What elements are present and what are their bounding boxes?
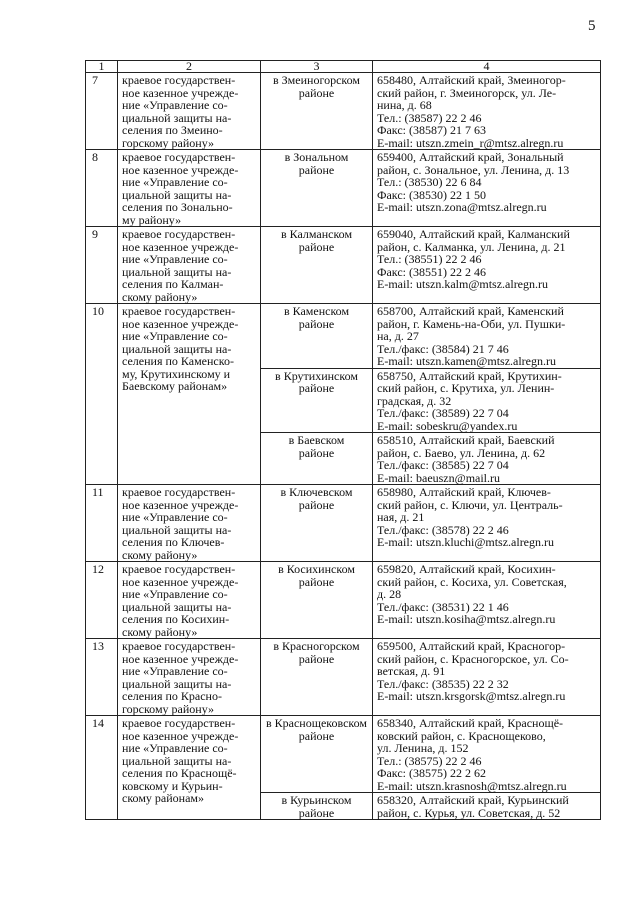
address-contacts: [373, 562, 601, 639]
address-contacts-line: 658980, Алтайский край, Ключев-: [377, 485, 551, 499]
institution-name-line: краевое государствен-: [122, 73, 236, 87]
address-contacts-line: Тел./факс: (38589) 22 7 04: [377, 406, 509, 420]
table-row: [86, 716, 601, 793]
district-name-line: в Змеиногорском: [273, 73, 360, 87]
institution-name-line: циальной защиты на-: [122, 110, 232, 125]
header-cell: 3: [261, 61, 373, 73]
address-contacts-line: Тел./факс: (38535) 22 2 32: [377, 676, 509, 691]
institutions-table: [85, 60, 601, 820]
address-contacts-line: E-mail: utszn.krsgorsk@mtsz.alregn.ru: [377, 689, 566, 703]
address-contacts-line: ветская, д. 91: [377, 664, 446, 678]
institution-name: [118, 73, 261, 150]
address-contacts-line: 659500, Алтайский край, Красногор-: [377, 639, 566, 653]
header-cell: 2: [118, 61, 261, 73]
institution-name-line: циальной защиты на-: [122, 264, 232, 279]
address-contacts-line: район, с. Зональное, ул. Ленина, д. 13: [377, 162, 570, 177]
table-row: [86, 73, 601, 150]
district-name: [261, 304, 373, 369]
institution-name-line: ние «Управление со-: [122, 252, 228, 266]
institution-name-line: селения по Калман-: [122, 277, 224, 291]
table-row: [86, 150, 601, 227]
institution-name-line: ное казенное учрежде-: [122, 574, 239, 589]
address-contacts-line: 658510, Алтайский край, Баевский: [377, 433, 555, 447]
institution-name: [118, 639, 261, 716]
district-name: [261, 485, 373, 562]
institution-name-line: ние «Управление со-: [122, 664, 228, 678]
address-contacts: [373, 485, 601, 562]
district-name: [261, 639, 373, 716]
district-name-line: районе: [298, 85, 335, 100]
institution-name-line: селения по Змеино-: [122, 123, 223, 137]
district-name-line: районе: [298, 497, 335, 512]
institution-name-line: му району»: [122, 212, 182, 227]
address-contacts-line: E-mail: utszn.zmein_r@mtsz.alregn.ru: [377, 135, 564, 150]
institution-name: [118, 150, 261, 227]
page-number: 5: [588, 18, 596, 34]
institution-name-line: селения по Косихин-: [122, 612, 230, 626]
institution-name: [118, 716, 261, 820]
address-contacts-line: на, д. 27: [377, 329, 419, 343]
institution-name-line: Баевскому районам»: [122, 379, 228, 393]
district-name-line: в Калманском: [280, 227, 353, 241]
institution-name: [118, 485, 261, 562]
table-row: [86, 485, 601, 562]
district-name-line: районе: [298, 651, 335, 666]
district-name-line: районе: [298, 381, 335, 395]
institution-name-line: ние «Управление со-: [122, 741, 228, 755]
address-contacts-line: Тел.: (38587) 22 2 46: [377, 110, 482, 125]
district-name: [261, 73, 373, 150]
address-contacts-line: ский район, с. Красногорское, ул. Со-: [377, 651, 569, 666]
institution-name-line: скому району»: [122, 289, 198, 304]
district-name: [261, 150, 373, 227]
address-contacts-line: E-mail: sobeskru@yandex.ru: [377, 418, 518, 433]
institution-name-line: ное казенное учрежде-: [122, 728, 239, 743]
address-contacts-line: Факс: (38575) 22 2 62: [377, 766, 486, 780]
header-cell: 4: [373, 61, 601, 73]
district-name-line: в Баевском: [288, 433, 345, 447]
district-name: [261, 433, 373, 485]
address-contacts-line: E-mail: utszn.kamen@mtsz.alregn.ru: [377, 354, 556, 368]
institution-name-line: циальной защиты на-: [122, 753, 232, 768]
institution-name: [118, 304, 261, 485]
institution-name-line: краевое государствен-: [122, 304, 236, 318]
address-contacts: [373, 716, 601, 793]
address-contacts-line: нина, д. 68: [377, 98, 432, 112]
address-contacts: [373, 793, 601, 820]
address-contacts-line: ная, д. 21: [377, 510, 425, 524]
address-contacts: [373, 304, 601, 369]
address-contacts-line: 658750, Алтайский край, Крутихин-: [377, 368, 562, 383]
address-contacts-line: 658340, Алтайский край, Краснощё-: [377, 716, 564, 730]
address-contacts-line: ский район, с. Ключи, ул. Централь-: [377, 497, 563, 512]
institution-name-line: ное казенное учрежде-: [122, 497, 239, 512]
address-contacts-line: градская, д. 32: [377, 393, 452, 408]
district-name-line: в Ключевском: [280, 485, 353, 499]
address-contacts-line: ковский район, с. Краснощеково,: [377, 728, 546, 743]
institution-name: [118, 227, 261, 304]
institution-name-line: краевое государствен-: [122, 562, 236, 576]
institution-name-line: селения по Краснощё-: [122, 766, 237, 780]
district-name-line: в Курьинском: [281, 793, 352, 807]
row-number: 12: [86, 562, 118, 639]
institution-name-line: ное казенное учрежде-: [122, 651, 239, 666]
district-name-line: районе: [298, 728, 335, 743]
district-name: [261, 716, 373, 793]
institution-name-line: му, Крутихинскому и: [122, 366, 231, 381]
address-contacts-line: район, с. Курья, ул. Советская, д. 52: [377, 805, 561, 820]
address-contacts-line: Тел./факс: (38584) 21 7 46: [377, 341, 509, 356]
address-contacts-line: ул. Ленина, д. 152: [377, 741, 469, 755]
institution-name-line: циальной защиты на-: [122, 599, 232, 614]
table-header-row: [86, 61, 601, 73]
institution-name-line: селения по Зонально-: [122, 200, 233, 214]
district-name-line: в Красногорском: [273, 639, 360, 653]
address-contacts-line: Факс: (38587) 21 7 63: [377, 123, 486, 137]
address-contacts-line: ский район, г. Змеиногорск, ул. Ле-: [377, 85, 557, 100]
row-number: 9: [86, 227, 118, 304]
address-contacts-line: 658700, Алтайский край, Каменский: [377, 304, 564, 318]
institution-name-line: ние «Управление со-: [122, 587, 228, 601]
address-contacts-line: Тел./факс: (38585) 22 7 04: [377, 458, 509, 472]
district-name-line: в Каменском: [283, 304, 350, 318]
address-contacts-line: E-mail: utszn.kluchi@mtsz.alregn.ru: [377, 535, 555, 549]
address-contacts-line: Тел./факс: (38531) 22 1 46: [377, 599, 509, 614]
institution-name-line: циальной защиты на-: [122, 187, 232, 202]
address-contacts-line: 659400, Алтайский край, Зональный: [377, 150, 564, 164]
address-contacts-line: Тел.: (38551) 22 2 46: [377, 252, 482, 266]
institution-name-line: ное казенное учрежде-: [122, 85, 239, 100]
district-name: [261, 793, 373, 820]
address-contacts-line: 659040, Алтайский край, Калманский: [377, 227, 570, 241]
header-cell: 1: [86, 61, 118, 73]
row-number: 13: [86, 639, 118, 716]
district-name-line: районе: [298, 239, 335, 254]
institution-name-line: скому району»: [122, 547, 198, 562]
address-contacts: [373, 433, 601, 485]
table-row: [86, 562, 601, 639]
institution-name-line: краевое государствен-: [122, 150, 236, 164]
institution-name-line: ное казенное учрежде-: [122, 239, 239, 254]
district-name-line: в Косихинском: [278, 562, 355, 576]
institution-name-line: циальной защиты на-: [122, 676, 232, 691]
institution-name: [118, 562, 261, 639]
address-contacts-line: Тел.: (38530) 22 6 84: [377, 175, 482, 189]
institution-name-line: ние «Управление со-: [122, 510, 228, 524]
district-name-line: районе: [298, 316, 335, 331]
institution-name-line: циальной защиты на-: [122, 522, 232, 537]
address-contacts-line: E-mail: utszn.kosiha@mtsz.alregn.ru: [377, 612, 556, 626]
row-number: 14: [86, 716, 118, 820]
address-contacts-line: ский район, с. Косиха, ул. Советская,: [377, 574, 567, 589]
address-contacts: [373, 73, 601, 150]
table-row: [86, 639, 601, 716]
institution-name-line: скому районам»: [122, 791, 205, 805]
address-contacts: [373, 227, 601, 304]
institution-name-line: селения по Каменско-: [122, 354, 234, 368]
district-name-line: районе: [298, 805, 335, 820]
row-number: 7: [86, 73, 118, 150]
row-number: 11: [86, 485, 118, 562]
institution-name-line: селения по Ключев-: [122, 535, 225, 549]
address-contacts-line: район, с. Калманка, ул. Ленина, д. 21: [377, 239, 566, 254]
address-contacts-line: 658480, Алтайский край, Змеиногор-: [377, 73, 566, 87]
address-contacts-line: E-mail: utszn.kalm@mtsz.alregn.ru: [377, 277, 549, 291]
institution-name-line: краевое государствен-: [122, 716, 236, 730]
district-name-line: в Крутихинском: [275, 368, 358, 383]
address-contacts: [373, 150, 601, 227]
address-contacts-line: Факс: (38530) 22 1 50: [377, 187, 486, 202]
address-contacts-line: район, с. Баево, ул. Ленина, д. 62: [377, 445, 546, 460]
address-contacts-line: E-mail: utszn.zona@mtsz.alregn.ru: [377, 200, 547, 214]
institution-name-line: ное казенное учрежде-: [122, 162, 239, 177]
table-row: [86, 227, 601, 304]
district-name: [261, 368, 373, 433]
address-contacts-line: район, г. Камень-на-Оби, ул. Пушки-: [377, 316, 566, 331]
institution-name-line: ние «Управление со-: [122, 329, 228, 343]
address-contacts-line: E-mail: baeuszn@mail.ru: [377, 470, 501, 485]
institution-name-line: ковскому и Курьин-: [122, 778, 223, 793]
institution-name-line: скому району»: [122, 624, 198, 639]
institution-name-line: краевое государствен-: [122, 227, 236, 241]
district-name-line: в Краснощековском: [265, 716, 368, 730]
district-name-line: районе: [298, 162, 335, 177]
district-name-line: в Зональном: [284, 150, 349, 164]
district-name-line: районе: [298, 445, 335, 460]
institution-name-line: горскому району»: [122, 701, 215, 716]
address-contacts-line: Тел.: (38575) 22 2 46: [377, 753, 482, 768]
institution-name-line: ное казенное учрежде-: [122, 316, 239, 331]
address-contacts-line: ский район, с. Крутиха, ул. Ленин-: [377, 381, 555, 395]
row-number: 10: [86, 304, 118, 485]
institution-name-line: ние «Управление со-: [122, 175, 228, 189]
address-contacts: [373, 639, 601, 716]
address-contacts-line: 659820, Алтайский край, Косихин-: [377, 562, 556, 576]
address-contacts-line: д. 28: [377, 587, 402, 601]
district-name-line: районе: [298, 574, 335, 589]
address-contacts: [373, 368, 601, 433]
institution-name-line: селения по Красно-: [122, 689, 222, 703]
address-contacts-line: Факс: (38551) 22 2 46: [377, 264, 486, 279]
row-number: 8: [86, 150, 118, 227]
district-name: [261, 227, 373, 304]
institution-name-line: ние «Управление со-: [122, 98, 228, 112]
institution-name-line: краевое государствен-: [122, 485, 236, 499]
institution-name-line: циальной защиты на-: [122, 341, 232, 356]
address-contacts-line: 658320, Алтайский край, Курьинский: [377, 793, 569, 807]
address-contacts-line: Тел./факс: (38578) 22 2 46: [377, 522, 509, 537]
address-contacts-line: E-mail: utszn.krasnosh@mtsz.alregn.ru: [377, 778, 567, 793]
institution-name-line: горскому району»: [122, 135, 215, 150]
district-name: [261, 562, 373, 639]
table-row: [86, 304, 601, 369]
institution-name-line: краевое государствен-: [122, 639, 236, 653]
